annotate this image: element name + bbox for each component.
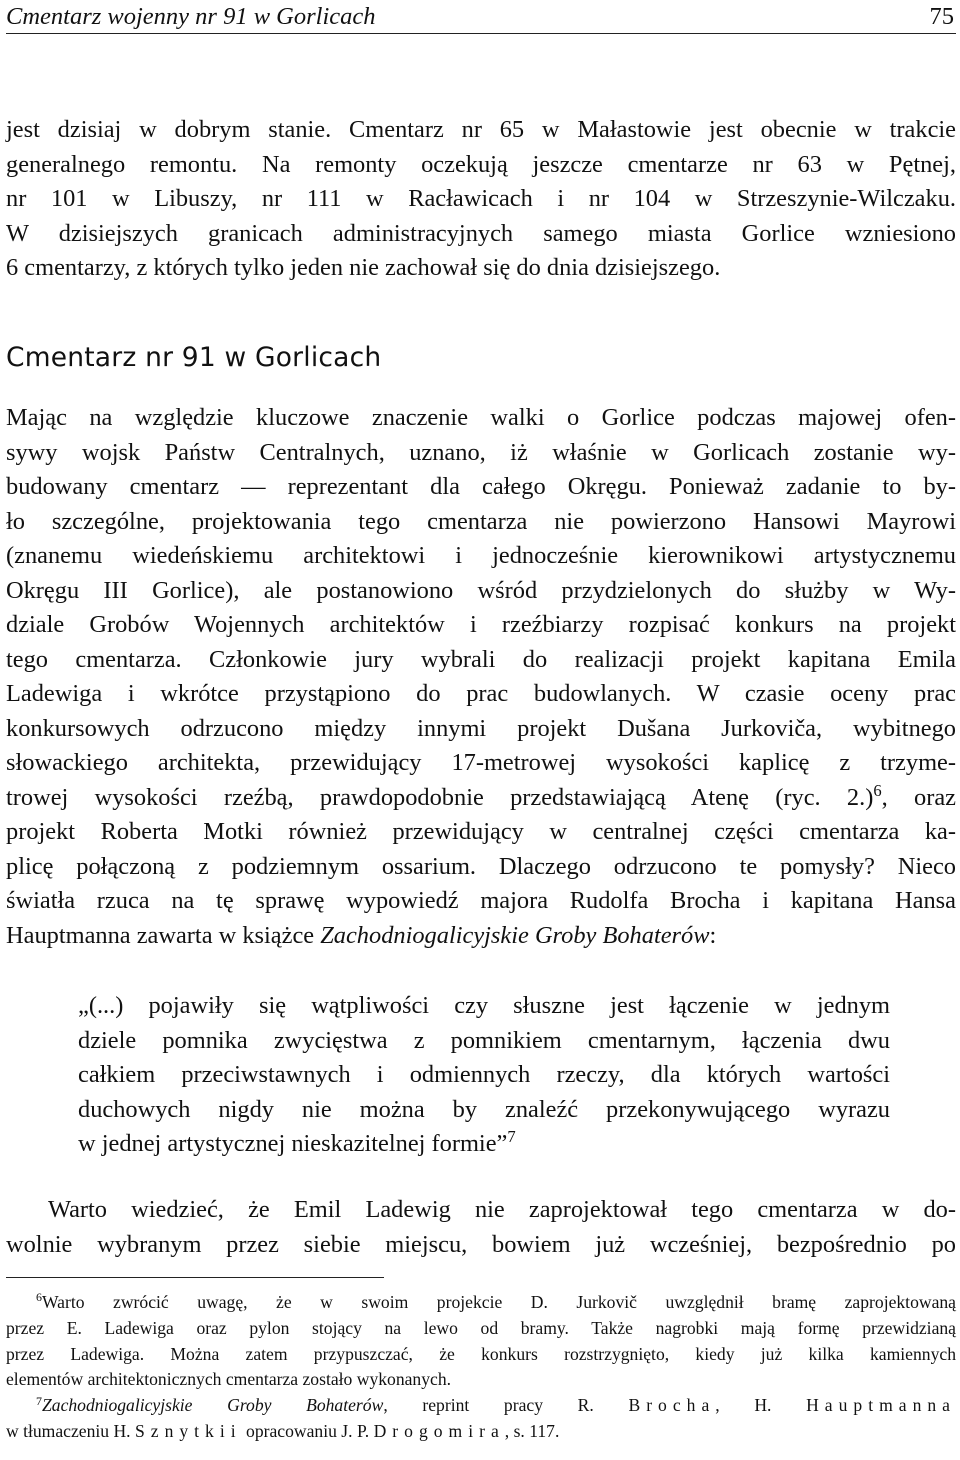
text-line: ło szczególne, projektowania tego cmentarza nie powierzono Hansowi Mayrowi <box>6 507 956 535</box>
footnote-6-line: przez Ladewiga. Można zatem przypuszczać, że konkurs rozstrzygnięto, kiedy już kilka kamiennych <box>6 1343 956 1364</box>
text-line: (znanemu wiedeńskiemu architektowi i jednocześnie kierownikowi artystycznemu <box>6 542 956 569</box>
quote-line: dziele pomnika zwycięstwa z pomnikiem cmentarnym, łączenia dwu <box>78 1026 890 1054</box>
book-title: Zachodniogalicyjskie Groby Bohaterów <box>320 921 710 949</box>
text-line: dziale Grobów Wojennych architektów i rzeźbiarzy rozpisać konkurs na projekt <box>6 611 956 638</box>
text-span: trowej wysokości rzeźbą, prawdopodobnie przedstawiającą Atenę (ryc. 2.) <box>6 783 874 811</box>
text-line: Warto wiedzieć, że Emil Ladewig nie zaprojektował tego cmentarza w do- <box>48 1196 956 1223</box>
text-span: w tłumaczeniu H. <box>6 1421 135 1441</box>
text-span: , reprint pracy R. <box>383 1395 629 1416</box>
text-line: konkursowych odrzucono między innymi projekt Dušana Jurkoviča, wybitnego <box>6 714 956 742</box>
quote-line <box>78 1127 890 1162</box>
footnote-6-line: elementów architektonicznych cmentarza zostało wykonanych. <box>6 1369 452 1390</box>
text-line: sywy wojsk Państw Centralnych, uznano, iż właśnie w Gorlicach zostanie wy- <box>6 438 956 466</box>
author-name: Hauptmanna <box>806 1395 956 1416</box>
text-line <box>6 781 956 816</box>
text-line: tego cmentarza. Członkowie jury wybrali do realizacji projekt kapitana Emila <box>6 645 956 673</box>
footnote-mark-6: 6 <box>36 1290 42 1305</box>
text-line: W dzisiejszych granicach administracyjnych samego miasta Gorlice wzniesiono <box>6 219 956 247</box>
footnote-7-line <box>6 1419 956 1445</box>
header-title: Cmentarz wojenny nr 91 w Gorlicach <box>6 3 376 30</box>
footnote-ref-6[interactable]: 6 <box>873 780 882 800</box>
text-span: opracowaniu J. P. <box>241 1421 374 1441</box>
author-name: Brocha <box>628 1395 716 1416</box>
text-line: jest dzisiaj w dobrym stanie. Cmentarz nr 65 w Małastowie jest obecnie w trakcie <box>6 116 956 143</box>
text-line: projekt Roberta Motki również przewidujący w centralnej części cmentarza ka- <box>6 818 956 845</box>
section-heading: Cmentarz nr 91 w Gorlicach <box>6 342 382 373</box>
text-line: Mając na względzie kluczowe znaczenie walki o Gorlice podczas majowej ofen- <box>6 404 956 431</box>
quote-line: całkiem przeciwstawnych i odmiennych rzeczy, dla których wartości <box>78 1061 890 1088</box>
text-span: , s. 117. <box>504 1421 560 1441</box>
text-span: w jednej artystycznej nieskazitelnej formie” <box>78 1130 508 1157</box>
text-line: nr 101 w Libuszy, nr 111 w Racławicach i nr 104 w Strzeszynie-Wilczaku. <box>6 185 956 212</box>
text-line: światła rzuca na tę sprawę wypowiedź majora Rudolfa Brocha i kapitana Hansa <box>6 887 956 914</box>
footnote-ref-7[interactable]: 7 <box>507 1126 516 1146</box>
running-header <box>6 0 956 34</box>
footnote-divider <box>6 1277 384 1278</box>
text-line: słowackiego architekta, przewidujący 17-metrowej wysokości kaplicę z trzyme- <box>6 749 956 776</box>
text-line: Okręgu III Gorlice), ale postanowiono wśród przydzielonych do służby w Wy- <box>6 576 956 604</box>
text-line <box>6 919 956 954</box>
text-line: 6 cmentarzy, z których tylko jeden nie zachował się do dnia dzisiejszego. <box>6 254 721 281</box>
footnote-6-line: przez E. Ladewiga oraz pylon stojący na lewo od bramy. Także nagrobki mają formę przewidzianą <box>6 1317 956 1338</box>
text-line: generalnego remontu. Na remonty oczekują jeszcze cmentarze nr 63 w Pętnej, <box>6 150 956 178</box>
text-span: : <box>709 921 717 949</box>
text-line: plicę połączoną z podziemnym ossarium. Dlaczego odrzucono te pomysły? Nieco <box>6 852 956 880</box>
translator-name: Sznytkii <box>134 1421 242 1441</box>
quote-line: duchowych nigdy nie można by znaleźć przekonywującego wyrazu <box>78 1095 890 1123</box>
footnote-mark-7: 7 <box>36 1393 42 1408</box>
footnote-6-line <box>6 1290 956 1316</box>
book-title: Zachodniogalicyjskie Groby Bohaterów <box>41 1395 384 1416</box>
text-span: Warto zwrócić uwagę, że w swoim projekcie D. Jurkovič uwzględnił bramę zaprojektowaną <box>41 1292 956 1312</box>
text-span: Hauptmanna zawarta w książce <box>6 921 321 949</box>
text-line: Ladewiga i wkrótce przystąpiono do prac budowlanych. W czasie oceny prac <box>6 680 956 707</box>
editor-name: Drogomira <box>373 1421 505 1441</box>
text-span: , oraz <box>881 783 956 811</box>
text-line: wolnie wybranym przez siebie miejscu, bowiem już wcześniej, bezpośrednio po <box>6 1230 956 1258</box>
text-span: , H. <box>715 1395 807 1416</box>
quote-line: „(...) pojawiły się wątpliwości czy słuszne jest łączenie w jednym <box>78 992 890 1019</box>
text-line: budowany cmentarz — reprezentant dla całego Okręgu. Ponieważ zadanie to by- <box>6 473 956 500</box>
footnote-7-line <box>6 1393 956 1419</box>
page-number: 75 <box>929 3 954 30</box>
